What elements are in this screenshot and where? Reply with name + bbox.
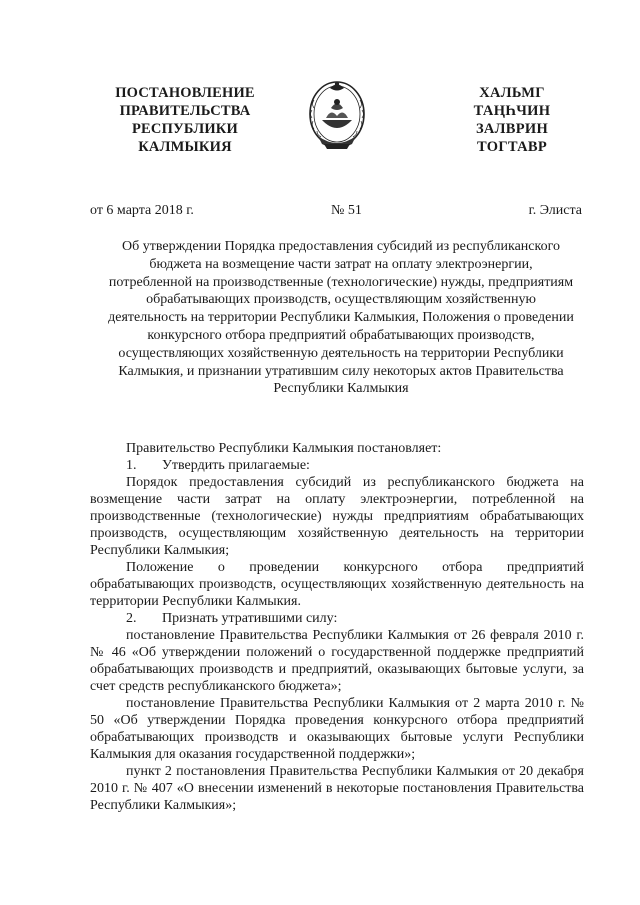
item-2-number: 2.	[126, 611, 137, 626]
document-number: № 51	[331, 203, 362, 218]
paragraph-repeal-1: постановление Правительства Республики Калмыкия от 26 февраля 2010 г. № 46 «Об утверждении положений о государственной поддержке предприятий обрабатывающих производств и предприятий, оказывающих бытовые услуги, за счет средств республиканского бюджета»;	[90, 628, 584, 694]
header-kalmyk	[452, 84, 572, 156]
header-kalmyk-line-2: ТАҢҺЧИН	[473, 103, 551, 119]
document-city: г. Элиста	[528, 203, 582, 218]
document-date: от 6 марта 2018 г.	[90, 203, 194, 218]
paragraph-repeal-3: пункт 2 постановления Правительства Республики Калмыкия от 20 декабря 2010 г. № 407 «О внесении изменений в некоторые постановления Правительства Республики Калмыкия»;	[90, 764, 584, 813]
header-kalmyk-line-3: ЗАЛВРИН	[475, 121, 549, 137]
item-1	[90, 457, 584, 474]
title-line: Республики Калмыкия	[273, 381, 409, 397]
paragraph-order: Порядок предоставления субсидий из республиканского бюджета на возмещение части затрат на оплату электроэнергии, потребленной на производственные (технологические) нужды предприятиям обрабатывающих производств, осуществляющим хозяйственную деятельность на территории Республики Калмыкия;	[90, 475, 584, 558]
intro-paragraph: Правительство Республики Калмыкия постановляет:	[126, 441, 442, 456]
title-line: Об утверждении Порядка предоставления субсидий из республиканского	[122, 239, 560, 254]
header-kalmyk-line-4: ТОГТАВР	[476, 139, 548, 155]
header-ru-line-1: ПОСТАНОВЛЕНИЕ	[115, 85, 255, 101]
title-line: осуществляющих хозяйственную деятельность на территории Республики	[118, 345, 564, 361]
document-title	[96, 238, 586, 398]
item-2	[90, 610, 584, 627]
header-kalmyk-line-1: ХАЛЬМГ	[479, 85, 545, 101]
document-meta	[90, 203, 582, 223]
item-1-number: 1.	[126, 458, 137, 473]
header-ru-line-2: ПРАВИТЕЛЬСТВА	[119, 103, 251, 119]
title-line: конкурсного отбора предприятий обрабатывающих производств,	[147, 327, 535, 343]
paragraph-regulation: Положение о проведении конкурсного отбора предприятий обрабатывающих производств, осуществляющих хозяйственную деятельность на территории Республики Калмыкия.	[90, 560, 584, 609]
header-ru-line-4: КАЛМЫКИЯ	[138, 139, 232, 155]
title-line: Калмыкия, и признании утратившим силу некоторых актов Правительства	[118, 363, 564, 379]
paragraph-repeal-2: постановление Правительства Республики Калмыкия от 2 марта 2010 г. № 50 «Об утверждении Порядка проведения конкурсного отбора предприятий обрабатывающих производств и оказывающих бытовые услуги Республики Калмыкия для оказания государственной поддержки»;	[90, 696, 584, 762]
document-body	[90, 440, 584, 814]
item-1-text: Утвердить прилагаемые:	[162, 458, 310, 473]
item-2-text: Признать утратившими силу:	[162, 611, 338, 626]
title-line: деятельность на территории Республики Калмыкия, Положения о проведении	[108, 310, 574, 326]
header-ru-line-3: РЕСПУБЛИКИ	[131, 121, 239, 137]
title-line: потребленной на производственные (технологические) нужды, предприятиям	[108, 274, 574, 290]
title-line: бюджета на возмещение части затрат на оплату электроэнергии,	[149, 256, 533, 272]
coat-of-arms-emblem	[306, 78, 368, 154]
title-line: обрабатывающих производств, осуществляющим хозяйственную	[146, 292, 536, 308]
header-ru	[92, 84, 278, 156]
